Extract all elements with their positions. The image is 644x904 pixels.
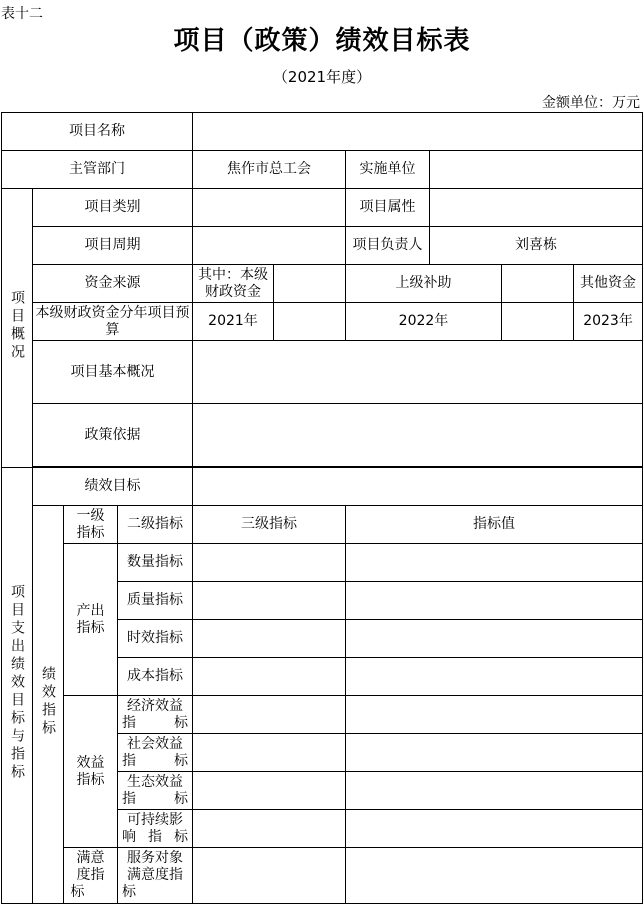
quality-index-label: 质量指标 [118, 582, 193, 620]
quality-value[interactable] [346, 582, 643, 620]
quantity-index-label: 数量指标 [118, 544, 193, 582]
year-2023-label: 2023年 [574, 303, 643, 341]
cost-value[interactable] [346, 658, 643, 696]
period-label: 项目周期 [33, 227, 193, 265]
ecological-value[interactable] [346, 772, 643, 810]
local-fund-label: 其中：本级财政资金 [193, 265, 274, 303]
sustain-value[interactable] [346, 810, 643, 848]
sustain-index-label: 可持续影响指标 [118, 810, 193, 848]
category-value[interactable] [193, 189, 346, 227]
level3-header: 三级指标 [193, 506, 346, 544]
level1-header: 一级指标 [64, 506, 118, 544]
perf-goal-value[interactable] [193, 468, 643, 506]
project-name-value[interactable] [193, 113, 643, 151]
service-sat-label: 服务对象满意度指标 [118, 848, 193, 904]
page-title: 项目（政策）绩效目标表 [173, 26, 471, 56]
dept-value[interactable]: 焦作市总工会 [193, 151, 346, 189]
year-2021-value[interactable] [274, 303, 346, 341]
upper-subsidy-value[interactable] [502, 265, 574, 303]
service-sat-value[interactable] [346, 848, 643, 904]
quantity-level3[interactable] [193, 544, 346, 582]
ecological-level3[interactable] [193, 772, 346, 810]
index-value-header: 指标值 [346, 506, 643, 544]
cost-index-label: 成本指标 [118, 658, 193, 696]
dept-label: 主管部门 [2, 151, 193, 189]
project-name-label: 项目名称 [2, 113, 193, 151]
expenditure-section-label: 项目支出绩效目标与指标 [2, 468, 33, 904]
manager-value[interactable]: 刘喜栋 [430, 227, 643, 265]
satisfaction-index-label: 满意度指标 [64, 848, 118, 904]
social-index-label: 社会效益指标 [118, 734, 193, 772]
cost-level3[interactable] [193, 658, 346, 696]
economic-level3[interactable] [193, 696, 346, 734]
year-2022-value[interactable] [502, 303, 574, 341]
impl-unit-value[interactable] [430, 151, 643, 189]
economic-value[interactable] [346, 696, 643, 734]
service-sat-level3[interactable] [193, 848, 346, 904]
period-value[interactable] [193, 227, 346, 265]
year-2021-label: 2021年 [193, 303, 274, 341]
year-2022-label: 2022年 [346, 303, 502, 341]
social-value[interactable] [346, 734, 643, 772]
basic-overview-value[interactable] [193, 341, 643, 404]
fund-source-label: 资金来源 [33, 265, 193, 303]
timeliness-value[interactable] [346, 620, 643, 658]
timeliness-index-label: 时效指标 [118, 620, 193, 658]
benefit-index-label: 效益指标 [64, 696, 118, 848]
manager-label: 项目负责人 [346, 227, 430, 265]
economic-index-label: 经济效益指标 [118, 696, 193, 734]
basic-overview-label: 项目基本概况 [33, 341, 193, 404]
ecological-index-label: 生态效益指标 [118, 772, 193, 810]
local-fund-value[interactable] [274, 265, 346, 303]
fiscal-year: （2021年度） [272, 68, 372, 86]
overview-section-label: 项目概况 [2, 189, 33, 468]
impl-unit-label: 实施单位 [346, 151, 430, 189]
output-index-label: 产出指标 [64, 544, 118, 696]
quantity-value[interactable] [346, 544, 643, 582]
social-level3[interactable] [193, 734, 346, 772]
policy-basis-label: 政策依据 [33, 404, 193, 467]
perf-index-label: 绩效指标 [33, 506, 64, 904]
other-fund-label: 其他资金 [574, 265, 643, 303]
attribute-value[interactable] [430, 189, 643, 227]
amount-unit: 金额单位：万元 [542, 95, 640, 111]
quality-level3[interactable] [193, 582, 346, 620]
policy-basis-value[interactable] [193, 404, 643, 467]
attribute-label: 项目属性 [346, 189, 430, 227]
sustain-level3[interactable] [193, 810, 346, 848]
performance-goal-table [1, 112, 643, 904]
category-label: 项目类别 [33, 189, 193, 227]
level2-header: 二级指标 [118, 506, 193, 544]
perf-goal-label: 绩效目标 [33, 468, 193, 506]
timeliness-level3[interactable] [193, 620, 346, 658]
annual-budget-label: 本级财政资金分年项目预算 [33, 303, 193, 341]
table-number: 表十二 [1, 6, 43, 22]
upper-subsidy-label: 上级补助 [346, 265, 502, 303]
